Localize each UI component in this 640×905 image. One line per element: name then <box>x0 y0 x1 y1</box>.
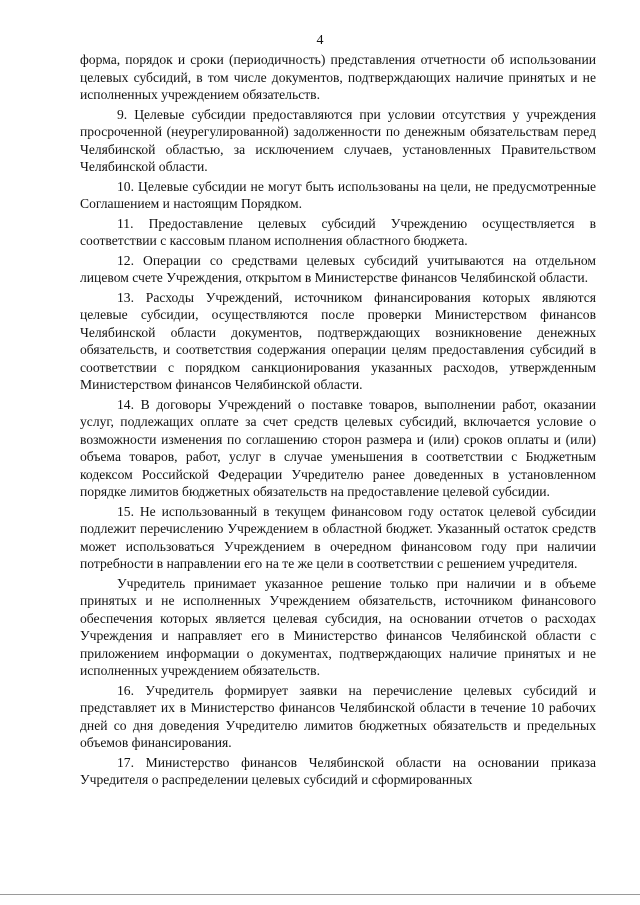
page-number: 4 <box>316 33 324 48</box>
paragraph-10: 10. Целевые субсидии не могут быть использованы на цели, не предусмотренные Соглашением и настоящим Порядком. <box>80 178 596 211</box>
scan-edge-line <box>0 894 640 895</box>
document-body <box>80 51 596 791</box>
paragraph-8-continuation: форма, порядок и сроки (периодичность) представления отчетности об использовании целевых субсидий, в том числе документов, подтверждающих наличие принятых и не исполненных учреждением обязательств. <box>80 52 596 102</box>
paragraph-14: 14. В договоры Учреждений о поставке товаров, выполнении работ, оказании услуг, подлежащих оплате за счет средств целевых субсидий, включается условие о возможности изменения по соглашению сторон размера и (или) сроков оплаты и (или) объема товаров, работ, услуг в случае уменьшения в соответствии с Бюджетным кодексом Российской Федерации Учредителю ранее доведенных в установленном порядке лимитов бюджетных обязательств на предоставление целевой субсидии. <box>80 396 596 499</box>
paragraph-12: 12. Операции со средствами целевых субсидий учитываются на отдельном лицевом счете Учреждения, открытом в Министерстве финансов Челябинской области. <box>80 252 596 285</box>
paragraph-11: 11. Предоставление целевых субсидий Учреждению осуществляется в соответствии с кассовым планом исполнения областного бюджета. <box>80 215 596 248</box>
paragraph-15: 15. Не использованный в текущем финансовом году остаток целевой субсидии подлежит перечислению Учреждением в областной бюджет. Указанный остаток средств может использоваться Учреждением в очередном финансовом году при наличии потребности в направлении его на те же цели в соответствии с решением учредителя. <box>80 503 596 571</box>
paragraph-13: 13. Расходы Учреждений, источником финансирования которых являются целевые субсидии, осуществляются после проверки Министерством финансов Челябинской области документов, подтверждающих возникновение денежных обязательств, и соответствия содержания операции целям предоставления субсидий в соответствии с порядком санкционирования указанных расходов, утвержденным Министерством финансов Челябинской области. <box>80 289 596 392</box>
paragraph-15-decision: Учредитель принимает указанное решение только при наличии и в объеме принятых и не исполненных Учреждением обязательств, источником финансового обеспечения которых является целевая субсидия, на основании отчетов о расходах Учреждения и направляет его в Министерство финансов Челябинской области с приложением информации о документах, подтверждающих наличие принятых и не исполненных учреждением обязательств. <box>80 575 596 678</box>
paragraph-9: 9. Целевые субсидии предоставляются при условии отсутствия у учреждения просроченной (неурегулированной) задолженности по денежным обязательствам перед Челябинской областью, за исключением случаев, установленных Правительством Челябинской области. <box>80 106 596 174</box>
paragraph-17: 17. Министерство финансов Челябинской области на основании приказа Учредителя о распределении целевых субсидий и сформированных <box>80 754 596 787</box>
paragraph-16: 16. Учредитель формирует заявки на перечисление целевых субсидий и представляет их в Министерство финансов Челябинской области в течение 10 рабочих дней со дня доведения Учредителю лимитов бюджетных обязательств и предельных объемов финансирования. <box>80 682 596 750</box>
